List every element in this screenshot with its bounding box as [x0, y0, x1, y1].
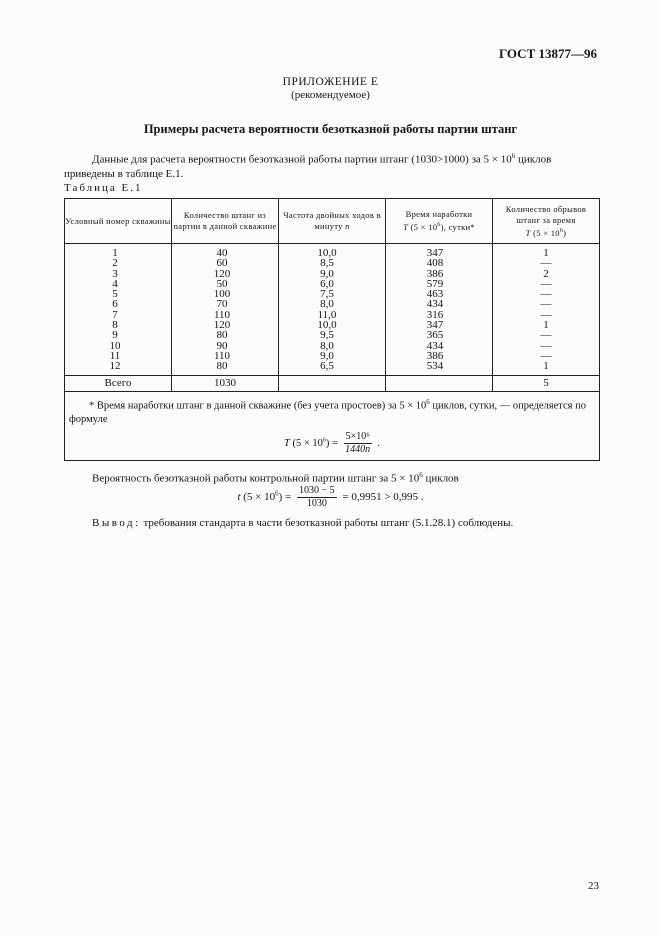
- table-cell: 7,5: [320, 288, 334, 301]
- table-cell: 110: [213, 308, 231, 321]
- table-cell: 534: [426, 360, 444, 373]
- table-cell: 1: [112, 247, 118, 259]
- table-cell: 347: [426, 247, 444, 259]
- probability-paragraph: Вероятность безотказной работы контрольной партии штанг за $5 \times 10^6$ циклов: [92, 471, 459, 485]
- header-well: Условный номер скважины: [65, 199, 172, 244]
- table-cell: 60: [216, 257, 228, 270]
- table-cell: 9: [112, 329, 118, 342]
- table-cell: 1: [543, 319, 549, 332]
- table-cell: 80: [216, 329, 228, 342]
- table-cell: 9,5: [320, 329, 334, 342]
- footnote-row: [65, 391, 600, 461]
- total-row: [65, 375, 600, 391]
- table-cell: 408: [426, 257, 444, 270]
- table-cell: 1: [543, 247, 549, 259]
- table-cell: 8,5: [320, 257, 334, 270]
- table-cell: 90: [216, 339, 228, 352]
- header-time: Время наработки T $(5 \times 10^6)$, сутки*: [386, 199, 493, 244]
- table-cell: 7: [112, 308, 118, 321]
- table-cell: 8: [112, 319, 118, 332]
- table-cell: 40: [216, 247, 228, 259]
- table-cell: 10,0: [317, 247, 337, 259]
- header-rods: Количество штанг из партии в данной скважине: [172, 199, 279, 244]
- table-cell: 12: [109, 360, 121, 373]
- table-cell: —: [540, 329, 552, 342]
- table-cell: —: [540, 288, 552, 301]
- table-cell: —: [540, 257, 552, 270]
- data-table: [64, 198, 600, 461]
- table-cell: 11,0: [317, 308, 337, 321]
- total-breaks: 5: [493, 375, 600, 391]
- table-caption: Таблица Е.1: [64, 182, 143, 194]
- table-cell: 4: [112, 277, 118, 290]
- appendix-title: ПРИЛОЖЕНИЕ Е: [282, 76, 379, 88]
- table-cell: 2: [543, 267, 549, 280]
- table-cell: 434: [426, 298, 444, 311]
- table-cell: 1: [543, 360, 549, 373]
- table-header-row: [65, 199, 600, 244]
- breaks-column: [493, 244, 600, 376]
- total-label: Всего: [65, 375, 172, 391]
- table-cell: 386: [426, 267, 444, 280]
- header-frequency: Частота двойных ходов в минуту n: [279, 199, 386, 244]
- total-rods: 1030: [172, 375, 279, 391]
- table-cell: —: [540, 349, 552, 362]
- table-cell: 365: [426, 329, 444, 342]
- frequency-column: [279, 244, 386, 376]
- conclusion-paragraph: Вывод: требования стандарта в части безотказной работы штанг (5.1.28.1) соблюдены.: [92, 517, 514, 529]
- table-cell: 386: [426, 349, 444, 362]
- probability-formula: t $(5 \times 10^6)$ = $\frac{1030 - 5}{1030}$ = 0,9951 > 0,995 .: [237, 485, 424, 509]
- table-cell: 9,0: [320, 349, 334, 362]
- table-cell: 316: [426, 308, 444, 321]
- table-cell: —: [540, 308, 552, 321]
- table-cell: 463: [426, 288, 444, 301]
- table-cell: 434: [426, 339, 444, 352]
- table-cell: 2: [112, 257, 118, 270]
- table-cell: 6,0: [320, 277, 334, 290]
- table-cell: 10: [109, 339, 121, 352]
- table-cell: 120: [213, 319, 231, 332]
- table-cell: —: [540, 339, 552, 352]
- table-body-row: [65, 244, 600, 376]
- table-footnote: * Время наработки штанг в данной скважине (без учета простоев) за $5 \times 10^6$ циклов, сутки, — определяется по формуле T $(5 \times 10^6)$ = $\frac{\text{5×10⁶}}{1440n}$ .: [65, 391, 600, 461]
- table-cell: 70: [216, 298, 228, 311]
- well-column: [65, 244, 172, 376]
- table-cell: 8,0: [320, 339, 334, 352]
- table-cell: 9,0: [320, 267, 334, 280]
- rods-column: [172, 244, 279, 376]
- table-cell: —: [540, 298, 552, 311]
- time-formula: T $(5 \times 10^6)$ = $\frac{\text{5×10⁶}}{1440n}$ .: [284, 431, 380, 456]
- table-cell: 50: [216, 277, 228, 290]
- table-cell: 8,0: [320, 298, 334, 311]
- table-cell: 100: [213, 288, 231, 301]
- intro-paragraph: Данные для расчета вероятности безотказной работы партии штанг (1030>1000) за $5 \times 10^6$ циклов приведены в таблице Е.1.: [64, 152, 552, 180]
- table-cell: 80: [216, 360, 228, 373]
- table-cell: 110: [213, 349, 231, 362]
- table-cell: 10,0: [317, 319, 337, 332]
- header-breaks: Количество обрывов штанг за время T $(5 \times 10^6)$: [493, 199, 600, 244]
- time-column: [386, 244, 493, 376]
- table-cell: 3: [112, 267, 118, 280]
- table-cell: 6: [112, 298, 118, 311]
- table-cell: 6,5: [320, 360, 334, 373]
- document-title: Примеры расчета вероятности безотказной работы партии штанг: [143, 122, 518, 136]
- appendix-subtitle: (рекомендуемое): [291, 89, 370, 101]
- standard-designation: ГОСТ 13877—96: [498, 46, 597, 61]
- table-cell: 120: [213, 267, 231, 280]
- page-number: 23: [588, 880, 599, 892]
- table-cell: 347: [426, 319, 444, 332]
- table-cell: 5: [112, 288, 118, 301]
- table-cell: 11: [109, 349, 121, 362]
- table-cell: 579: [426, 277, 444, 290]
- table-cell: —: [540, 277, 552, 290]
